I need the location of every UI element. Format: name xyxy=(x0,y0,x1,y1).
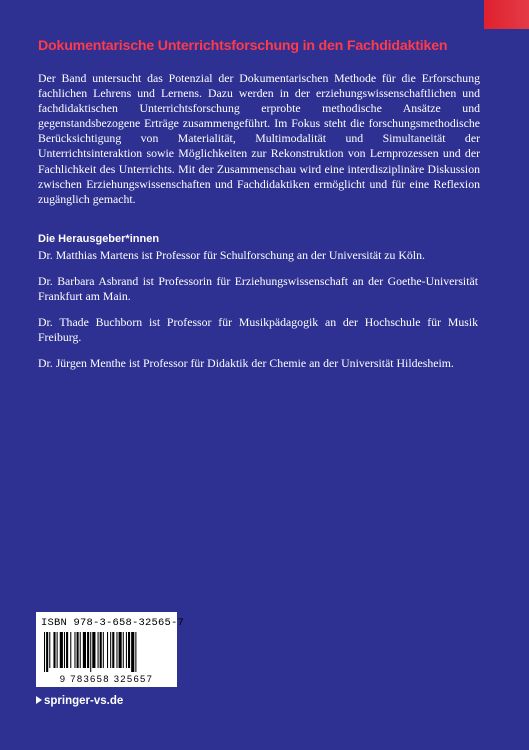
publisher-url: springer-vs.de xyxy=(44,695,124,707)
isbn-label: ISBN 978-3-658-32565-7 xyxy=(41,617,185,629)
barcode-bar xyxy=(135,632,136,672)
barcode-bar xyxy=(110,632,111,668)
barcode-bar xyxy=(49,632,50,668)
barcode-bar xyxy=(123,632,124,668)
barcode-bar xyxy=(53,632,55,668)
editor-list xyxy=(38,248,478,383)
accent-bar-highlight xyxy=(484,0,529,29)
barcode-digits: 9 783658 325657 xyxy=(59,674,154,685)
editor-bio: Dr. Matthias Martens ist Professor für Schulforschung an der Universität zu Köln. xyxy=(38,248,425,262)
barcode-bar xyxy=(83,632,86,668)
barcode-bar xyxy=(112,632,114,668)
editor-bio: Dr. Barbara Asbrand ist Professorin für Erziehungswissenschaft an der Goethe-Universität Frankfurt am Main. xyxy=(38,274,478,304)
barcode-bar xyxy=(116,632,117,668)
arrow-right-icon xyxy=(36,696,42,704)
barcode-bar xyxy=(77,632,79,668)
barcode-bar xyxy=(126,632,127,668)
barcode-bar xyxy=(74,632,75,668)
editor-bio: Dr. Jürgen Menthe ist Professor für Didaktik der Chemie an der Universität Hildesheim. xyxy=(38,356,454,371)
book-title: Dokumentarische Unterrichtsforschung in den Fachdidaktiken xyxy=(38,38,448,54)
barcode-bar xyxy=(119,632,122,668)
barcode-bar xyxy=(80,632,81,668)
barcode-bar xyxy=(46,632,48,672)
book-abstract: Der Band untersucht das Potenzial der Dokumentarischen Methode für die Erforschung fachlichen Lehrens und Lernens. Dazu werden in der erziehungswissenschaftlichen und fachdidaktischen Unterrichtsforschung erprobte methodische Ansätze und gegenstandsbezogene Erträge zusammengeführt. Im Fokus steht die forschungsmethodische Berücksichtigung von Materialität, Multimodalität und Simultaneität der Unterrichtsinteraktion sowie Möglichkeiten zur Rekonstruktion von Lernprozessen und der Fachlichkeit des Unterrichts. Mit der Zusammenschau wird eine interdisziplinäre Diskussion zwischen Erziehungswissenschaften und Fachdidaktiken ermöglicht und für eine Reflexion zugänglich gemacht. xyxy=(38,71,480,206)
barcode-bar xyxy=(44,632,45,672)
barcode-bar xyxy=(90,632,91,672)
barcode-bar xyxy=(60,632,63,668)
barcode-icon xyxy=(44,632,169,672)
barcode-bar xyxy=(103,632,104,668)
barcode-bar xyxy=(98,632,99,668)
publisher-link[interactable] xyxy=(36,695,123,707)
barcode-bar xyxy=(128,632,130,668)
barcode-bar xyxy=(64,632,65,668)
editor-bio: Dr. Thade Buchborn ist Professor für Musikpädagogik an der Hochschule für Musik Freiburg. xyxy=(38,315,478,345)
barcode-bar xyxy=(107,632,108,668)
editors-heading: Die Herausgeber*innen xyxy=(38,233,160,245)
barcode-bar xyxy=(100,632,102,668)
isbn-barcode xyxy=(36,612,185,687)
barcode-bar xyxy=(70,632,71,668)
barcode-bar xyxy=(57,632,58,668)
barcode-bar xyxy=(92,632,95,668)
barcode-bar xyxy=(131,632,134,672)
barcode-bar xyxy=(66,632,68,668)
barcode-bar xyxy=(87,632,89,668)
